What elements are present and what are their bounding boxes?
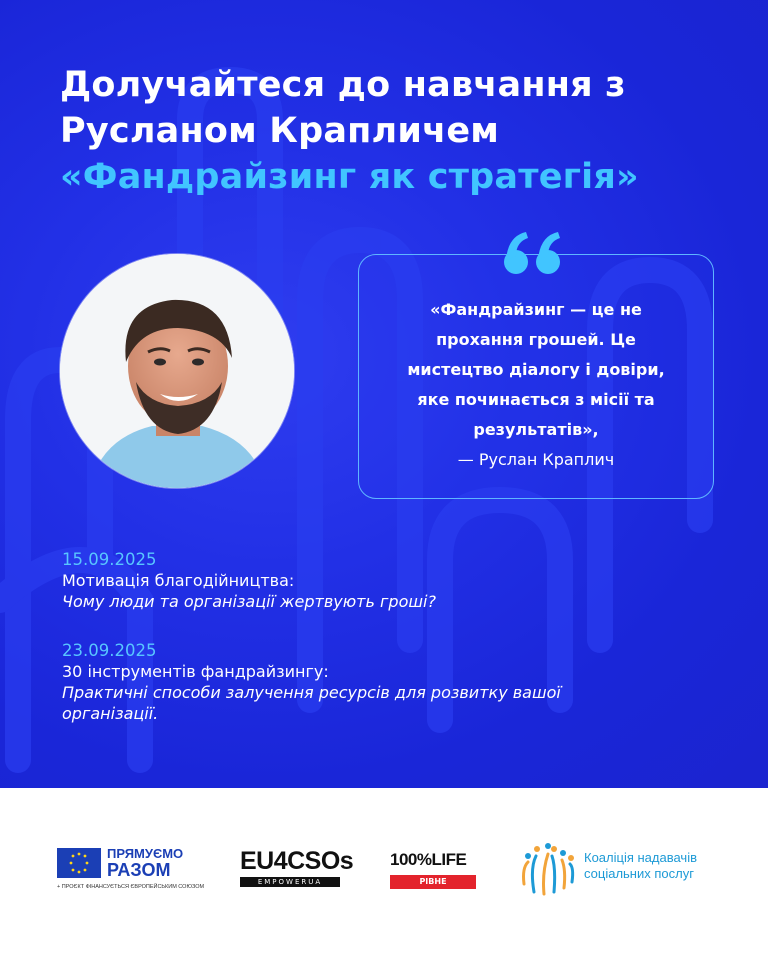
logo-eu4csos: [240, 848, 353, 887]
quote-mark-icon: [502, 230, 564, 276]
logo3-bar: РІВНЕ: [390, 875, 476, 889]
logo1-text: [107, 846, 183, 878]
page-title: [60, 62, 740, 200]
event-date: 23.09.2025: [62, 641, 157, 660]
quote-text: [383, 295, 689, 445]
event-description: Практичні способи залучення ресурсів для розвитку вашої: [62, 683, 561, 702]
logo-100life: [390, 850, 476, 889]
event-date: 15.09.2025: [62, 550, 157, 569]
partner-logos-footer: [0, 788, 768, 960]
logo4-text: [584, 850, 697, 882]
logo-pryamuemo-razom: [57, 848, 207, 894]
title-highlight: «Фандрайзинг як стратегія»: [60, 157, 639, 197]
quote-line: «Фандрайзинг — це не: [430, 300, 642, 319]
logo2-name: EU4CSOs: [240, 847, 354, 875]
event-description: Чому люди та організації жертвують гроші?: [62, 592, 436, 611]
logo4-line2: соціальних послуг: [584, 866, 694, 881]
quote-line: прохання грошей. Це: [436, 330, 636, 349]
quote-box: [358, 254, 714, 499]
event-item: [62, 640, 561, 724]
quote-author: — Руслан Краплич: [457, 450, 615, 469]
people-cluster-icon: [518, 838, 578, 898]
title-line-1: Долучайтеся до навчання з: [60, 65, 626, 105]
logo1-line1: ПРЯМУЄМО: [107, 846, 184, 861]
event-item: [62, 549, 436, 612]
quote-line: яке починається з місії та: [417, 390, 655, 409]
logo1-line2: РАЗОМ: [107, 860, 171, 880]
event-topic: 30 інструментів фандрайзингу:: [62, 662, 329, 681]
logo2-bar: EMPOWERUA: [240, 877, 340, 887]
quote-line: результатів»,: [473, 420, 599, 439]
speaker-photo: [60, 254, 294, 488]
event-description: організації.: [62, 704, 159, 723]
logo3-name: 100%LIFE: [390, 850, 467, 869]
title-line-2: Русланом Крапличем: [60, 111, 500, 151]
quote-line: мистецтво діалогу і довіри,: [407, 360, 665, 379]
portrait-photo: [60, 254, 294, 488]
eu-flag-icon: [57, 848, 101, 878]
logo4-line1: Коаліція надавачів: [584, 850, 697, 865]
logo1-note: + ПРОЄКТ ФІНАНСУЄТЬСЯ ЄВРОПЕЙСЬКИМ СОЮЗОМ: [57, 884, 205, 890]
logo-coalition: [518, 838, 718, 898]
event-topic: Мотивація благодійництва:: [62, 571, 295, 590]
